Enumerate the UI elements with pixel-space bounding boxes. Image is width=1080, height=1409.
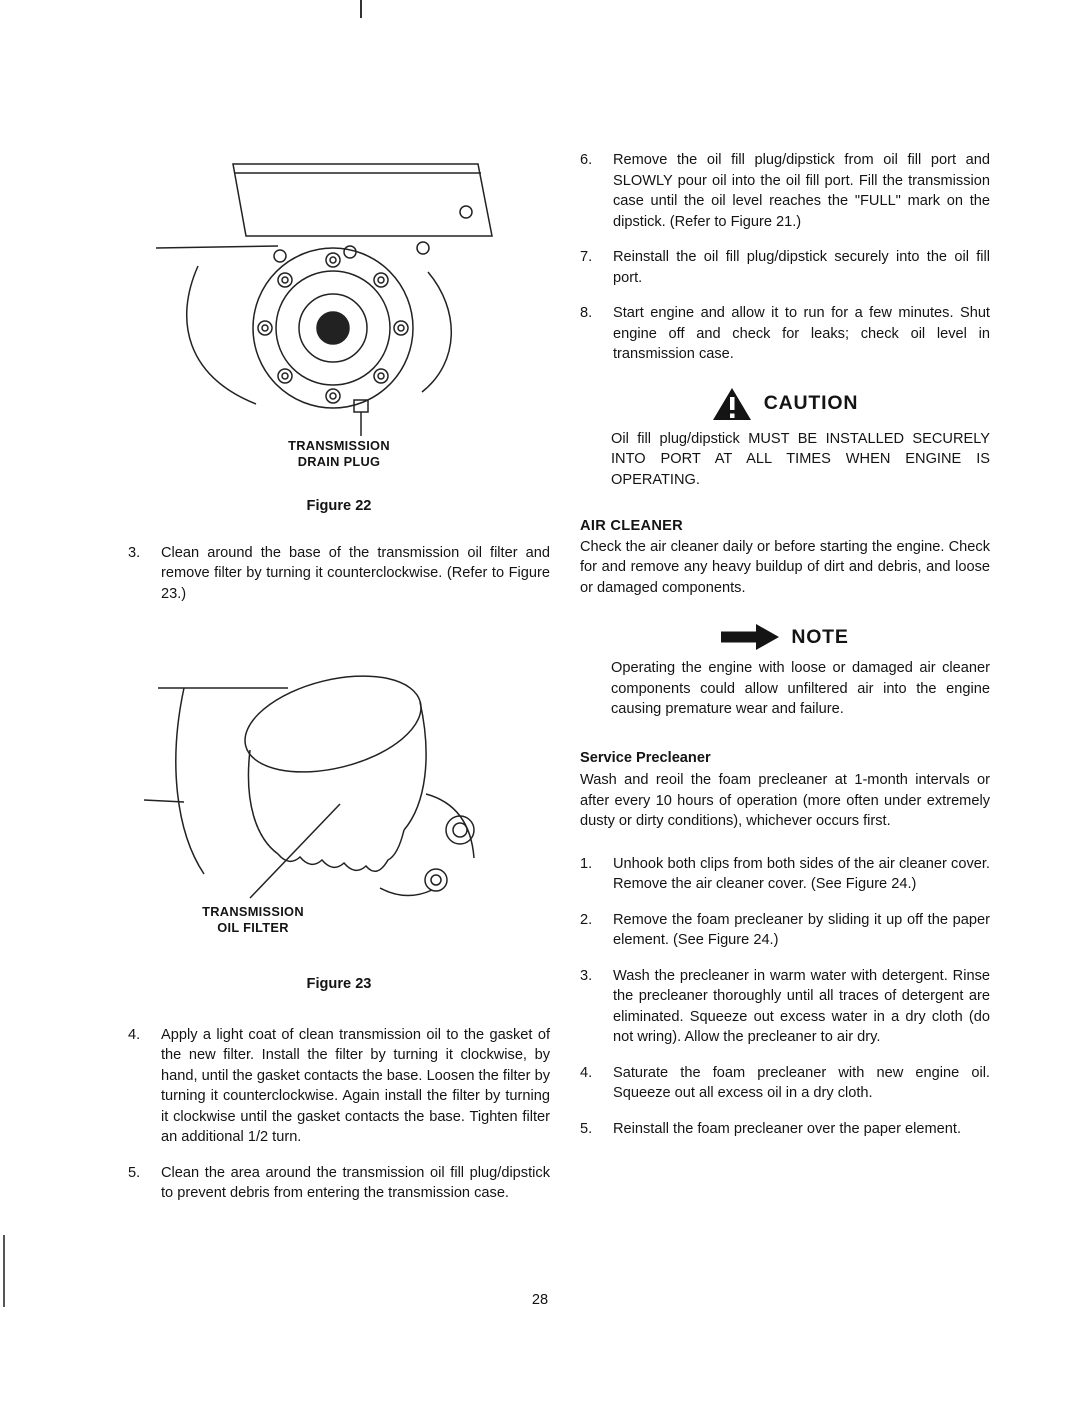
callout-line: OIL FILTER (217, 920, 289, 935)
service-precleaner-intro: Wash and reoil the foam precleaner at 1-month intervals or after every 10 hours of operation (more often under extremely dusty or dirty conditions), whichever occurs first. (580, 772, 990, 829)
step-text: Unhook both clips from both sides of the air cleaner cover. Remove the air cleaner cover. (See Figure 24.) (613, 855, 990, 892)
step-item-2 (580, 910, 990, 951)
figure-23-callout (158, 904, 348, 936)
step-number: 4. (128, 1026, 141, 1043)
step-number: 5. (128, 1164, 141, 1181)
step-text: Saturate the foam precleaner with new engine oil. Squeeze out all excess oil in a dry cloth. (613, 1064, 990, 1101)
note-title: NOTE (791, 625, 849, 648)
service-precleaner-heading: Service Precleaner (580, 749, 711, 766)
figure-22-callout (128, 438, 550, 470)
caution-triangle-icon (712, 387, 752, 421)
step-number: 3. (580, 967, 593, 984)
caution-title: CAUTION (763, 392, 859, 415)
left-column (128, 150, 550, 1204)
step-text: Apply a light coat of clean transmission oil to the gasket of the new filter. Install the filter by turning it clockwise, by hand, until the gasket contacts the base. Loosen the filter by turning it counterclockwise. Again install the filter by turning it clockwise until the gasket contacts the base. Tighten filter an additional 1/2 turn. (161, 1026, 550, 1145)
page-number: 28 (531, 1292, 549, 1308)
step-item-7 (580, 247, 990, 288)
step-item-4 (128, 1025, 550, 1148)
step-text: Start engine and allow it to run for a few minutes. Shut engine off and check for leaks; check oil level in transmission case. (613, 305, 990, 362)
step-item-1 (580, 854, 990, 895)
figure-22-caption: Figure 22 (306, 498, 372, 514)
figure-23 (128, 652, 550, 995)
step-number: 4. (580, 1064, 593, 1081)
step-text: Clean the area around the transmission oil fill plug/dipstick to prevent debris from entering the transmission case. (161, 1164, 550, 1201)
step-item-6 (580, 150, 990, 232)
step-text: Reinstall the foam precleaner over the paper element. (613, 1120, 962, 1137)
figure-23-drawing (128, 652, 550, 934)
note-text: Operating the engine with loose or damaged air cleaner components could allow unfiltered air into the engine causing premature wear and failure. (611, 660, 990, 717)
step-text: Remove the foam precleaner by sliding it up off the paper element. (See Figure 24.) (613, 911, 990, 948)
step-item-5 (128, 1163, 550, 1204)
step-number: 7. (580, 249, 593, 265)
step-number: 8. (580, 305, 593, 321)
figure-23-caption: Figure 23 (306, 976, 372, 992)
step-item-5b (580, 1119, 990, 1140)
step-text: Wash the precleaner in warm water with detergent. Rinse the precleaner thoroughly until all traces of detergent are eliminated. Squeeze out excess water in a dry cloth (do not wring). Allow the precleaner to air dry. (613, 967, 990, 1045)
figure-22 (128, 150, 550, 517)
step-text: Remove the oil fill plug/dipstick from oil fill port and SLOWLY pour oil into the oil fill port. Fill the transmission case until the oil level reaches the "FULL" mark on the dipstick. (Refer to Figure 21.) (613, 152, 990, 230)
air-cleaner-heading: AIR CLEANER (580, 518, 684, 534)
step-item-3b (580, 966, 990, 1048)
caution-text: Oil fill plug/dipstick MUST BE INSTALLED SECURELY INTO PORT AT ALL TIMES WHEN ENGINE IS OPERATING. (611, 430, 990, 488)
registration-mark-top (360, 0, 362, 18)
right-column (580, 150, 990, 1139)
step-item-8 (580, 303, 990, 365)
caution-banner (580, 387, 990, 421)
step-number: 2. (580, 911, 593, 928)
note-arrow-icon (721, 624, 779, 650)
figure-22-drawing (128, 150, 550, 438)
step-item-3 (128, 543, 550, 605)
callout-line: TRANSMISSION (202, 904, 304, 919)
callout-line: DRAIN PLUG (297, 454, 381, 469)
step-number: 1. (580, 855, 593, 872)
step-number: 6. (580, 152, 593, 168)
step-item-4b (580, 1063, 990, 1104)
note-banner (580, 624, 990, 650)
step-text: Reinstall the oil fill plug/dipstick securely into the oil fill port. (613, 249, 990, 286)
step-text: Clean around the base of the transmission oil filter and remove filter by turning it counterclockwise. (Refer to Figure 23.) (161, 544, 550, 602)
callout-line: TRANSMISSION (288, 438, 390, 453)
air-cleaner-text: Check the air cleaner daily or before starting the engine. Check for and remove any heavy buildup of dirt and debris, and loose or damaged components. (580, 538, 990, 596)
step-number: 3. (128, 544, 141, 561)
step-number: 5. (580, 1120, 593, 1137)
